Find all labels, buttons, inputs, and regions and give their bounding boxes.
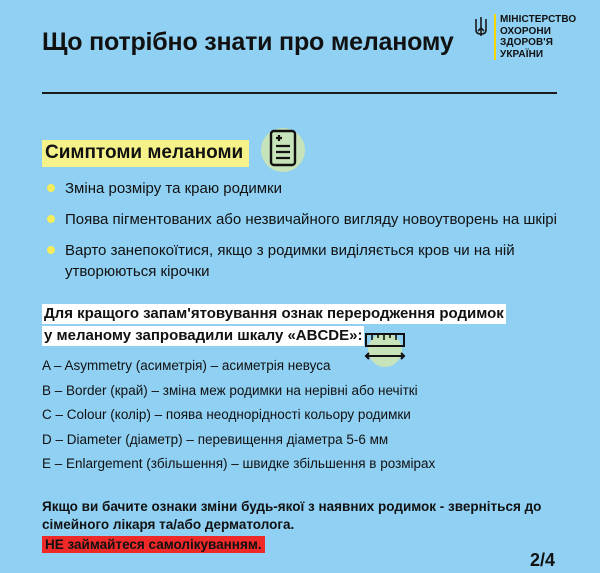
header-divider [42, 92, 557, 94]
ministry-name [494, 14, 576, 60]
symptom-text: Варто занепокоїтися, якщо з родимки виділяється кров чи на ній утворюються кірочки [65, 242, 515, 280]
list-item: C – Colour (колір) – поява неоднорідності кольору родимки [42, 407, 411, 423]
ministry-line: ЗДОРОВ'Я [500, 37, 554, 48]
list-item [42, 209, 565, 230]
page-title: Що потрібно знати про меланому [42, 28, 454, 56]
abcde-list [42, 358, 435, 481]
list-item: B – Border (край) – зміна меж родимки на нерівні або нечіткі [42, 382, 418, 398]
advice-text: Якщо ви бачите ознаки зміни будь-якої з наявних родимок - зверніться до сімейного лікаря та/або дерматолога. [42, 499, 542, 532]
list-item: E – Enlargement (збільшення) – швидке збільшення в розмірах [42, 456, 436, 472]
ministry-line: ОХОРОНИ [500, 25, 552, 37]
bullet-dot-icon [47, 246, 55, 254]
bullet-dot-icon [47, 215, 55, 223]
bullet-dot-icon [47, 184, 55, 192]
symptom-text: Поява пігментованих або незвичайного вигляду новоутворень на шкірі [65, 211, 557, 228]
ministry-line: МІНІСТЕРСТВО [500, 14, 577, 25]
warning-badge: НЕ займайтеся самолікуванням. [42, 536, 265, 553]
symptoms-title: Симптоми меланоми [42, 140, 249, 167]
page-number: 2/4 [530, 550, 556, 570]
symptom-text: Зміна розміру та краю родимки [65, 180, 282, 197]
ministry-line: УКРАЇНИ [500, 48, 544, 60]
list-item [42, 178, 565, 199]
ministry-logo [474, 14, 576, 60]
abcde-heading [42, 304, 506, 348]
abcde-heading-line: Для кращого запам'ятовування ознак переродження родимок [44, 305, 504, 322]
document-plus-icon [259, 124, 307, 176]
symptoms-list [42, 178, 565, 292]
list-item: D – Diameter (діаметр) – перевищення діаметра 5-6 мм [42, 431, 389, 447]
abcde-heading-line: у меланому запровадили шкалу «ABCDE»: [44, 327, 363, 344]
list-item: A – Asymmetry (асиметрія) – асиметрія невуса [42, 358, 331, 373]
trident-icon [474, 16, 488, 38]
list-item [42, 240, 565, 282]
